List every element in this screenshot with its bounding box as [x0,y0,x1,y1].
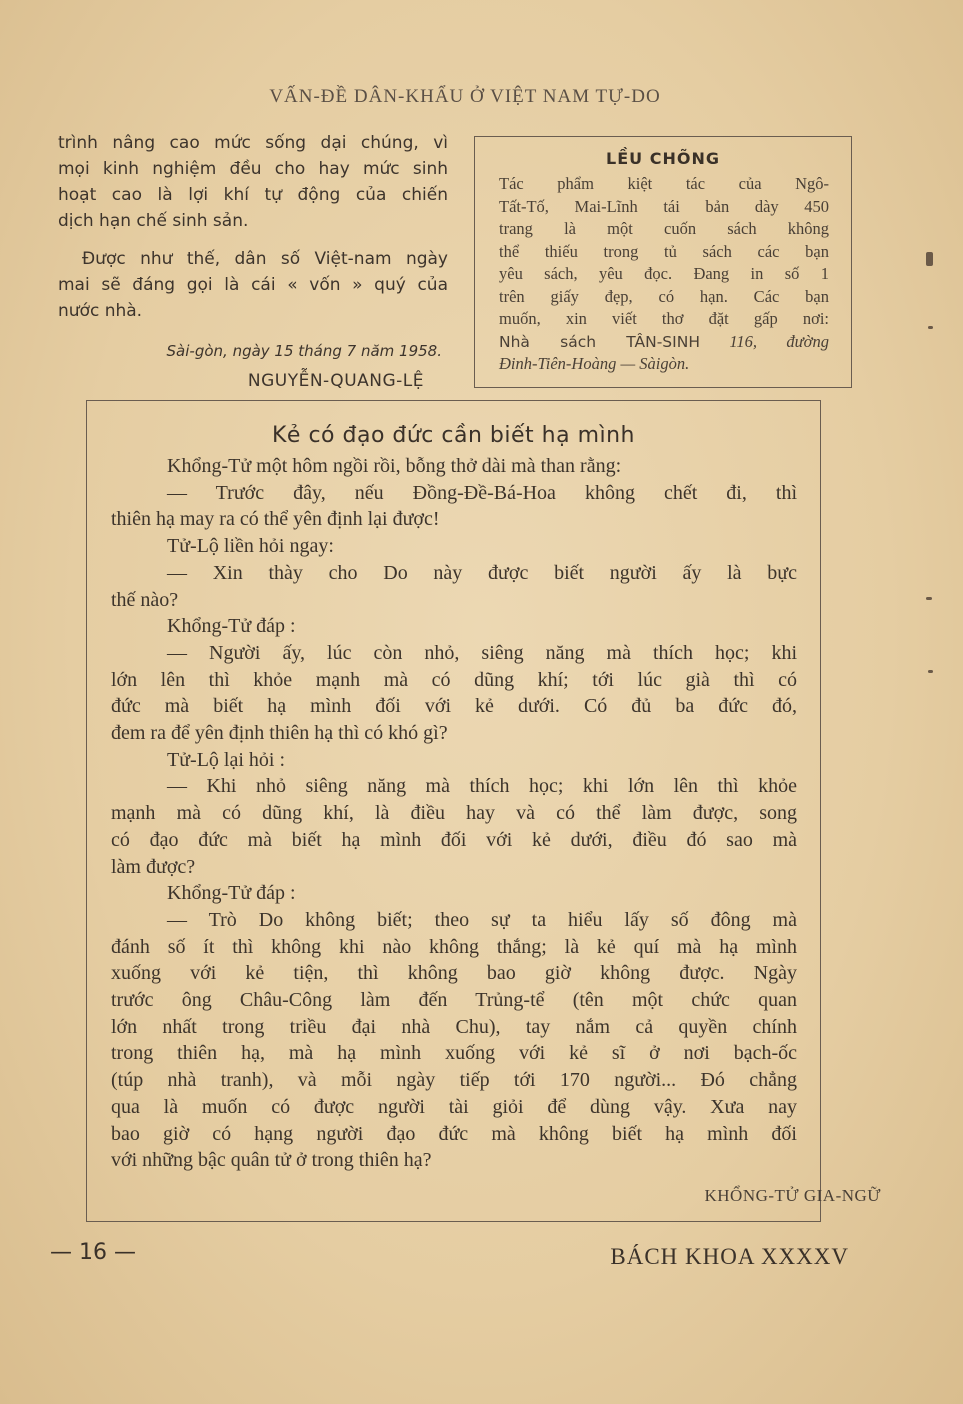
ad-publisher-line [499,331,829,354]
text-line: Được như thế, dân số Việt-nam ngày [82,249,448,269]
text-line: trình nâng cao mức sống dại chúng, vì [58,133,448,153]
text-line: mọi kinh nghiệm đều cho hay mức sinh [58,159,448,179]
story-line: đức mà biết hạ mình đối với kẻ dưới. Có đủ ba đức đó, [111,695,797,718]
ad-line: yêu sách, yêu đọc. Đang in số 1 [499,264,829,283]
ad-line: muốn, xin viết thơ đặt gấp nơi: [499,309,829,328]
page-number: — 16 — [50,1240,136,1265]
story-line: Khổng-Tử một hôm ngồi rồi, bỗng thở dài mà than rằng: [167,455,622,477]
story-line: Tử-Lộ liền hỏi ngay: [167,535,334,558]
story-line: lớn nhất trong triều đại nhà Chu), tay nắm cả quyền chính [111,1015,797,1038]
ad-line: thể thiếu trong tủ sách các bạn [499,241,829,261]
edge-mark [926,252,933,266]
story-line: Tử-Lộ lại hỏi : [167,748,286,771]
story-line: lớn lên thì khỏe mạnh mà có dũng khí; tới lúc già thì có [111,668,797,691]
text-line: nước nhà. [58,301,143,321]
story-credit: KHỔNG-TỬ GIA-NGỮ [704,1186,881,1205]
story-line: trong thiên hạ, mà hạ mình xuống với kẻ sĩ ở nơi bạch-ốc [111,1042,797,1065]
edge-mark [928,670,933,673]
story-line: đánh số ít thì không khi nào không thắng; là kẻ quí mà hạ mình [111,935,797,958]
story-line: (túp nhà tranh), và mỗi ngày tiếp tới 170 người... Đó chẳng [111,1069,797,1092]
story-line: — Trò Do không biết; theo sự ta hiểu lấy số đông mà [167,908,797,931]
ad-publisher-address-2: Đinh-Tiên-Hoàng — Sàigòn. [499,354,690,373]
left-column-text [58,130,448,394]
story-box [86,400,821,1222]
ad-publisher-address: 116, đường [729,331,829,351]
paragraph-1 [58,130,448,234]
ad-text [499,173,829,376]
dateline: Sài-gòn, ngày 15 tháng 7 năm 1958. [166,342,442,360]
story-line: trước ông Châu-Công làm đến Trủng-tể (tên một chức quan [111,989,797,1012]
paragraph-2 [58,246,448,324]
ad-line: trang là một cuốn sách không [499,219,829,238]
book-advertisement-box [474,136,852,388]
text-line: dịch hạn chế sinh sản. [58,211,249,231]
story-line: qua là muốn có được người tài giỏi để dùng vậy. Xưa nay [111,1095,797,1118]
story-line: có đạo đức mà biết hạ mình đối với kẻ dưới, điều đó sao mà [111,828,797,851]
ad-line: Tất-Tố, Mai-Lĩnh tái bản dày 450 [499,196,829,216]
ad-body-lines [499,173,829,331]
running-head: VẤN-ĐỀ DÂN-KHẨU Ở VIỆT NAM TỰ-DO [269,86,661,107]
story-line: thiên hạ may ra có thể yên định lại được! [111,508,440,531]
story-line: — Người ấy, lúc còn nhỏ, siêng năng mà thích học; khi [167,641,797,664]
magazine-folio: BÁCH KHOA XXXXV [610,1244,849,1269]
story-line: làm được? [111,855,196,878]
story-text [111,453,797,1174]
story-line: mạnh mà có dũng khí, là điều hay và có thể làm được, song [111,802,797,825]
story-line: Khổng-Tử đáp : [167,882,296,905]
story-line: thế nào? [111,588,179,611]
ad-title: LỀU CHÕNG [606,149,720,168]
story-line: xuống với kẻ tiện, thì không bao giờ không được. Ngày [111,962,797,985]
story-title: Kẻ có đạo đức cần biết hạ mình [272,423,635,448]
text-line: mai sẽ đáng gọi là cái « vốn » quý của [58,275,448,295]
edge-mark [926,597,932,600]
ad-line: trên giấy đẹp, có hạn. Các bạn [499,286,829,306]
story-line: — Xin thày cho Do này được biết người ấy là bực [167,561,797,584]
story-line: bao giờ có hạng người đạo đức mà không biết hạ mình đối [111,1122,797,1145]
text-line: hoạt cao là lợi khí tự động của chiến [58,185,448,205]
ad-line: Tác phẩm kiệt tác của Ngô- [499,174,829,193]
article-author: NGUYỄN-QUANG-LỆ [247,371,424,391]
story-line: với những bậc quân tử ở trong thiên hạ? [111,1149,432,1172]
ad-publisher-name: Nhà sách TÂN-SINH [499,332,700,351]
story-line: — Khi nhỏ siêng năng mà thích học; khi lớn lên thì khỏe [167,775,797,798]
story-line: đem ra để yên định thiên hạ thì có khó gì? [111,722,448,745]
edge-mark [928,326,933,329]
story-line: — Trước đây, nếu Đồng-Đề-Bá-Hoa không chết đi, thì [167,481,797,504]
story-line: Khổng-Tử đáp : [167,615,296,638]
